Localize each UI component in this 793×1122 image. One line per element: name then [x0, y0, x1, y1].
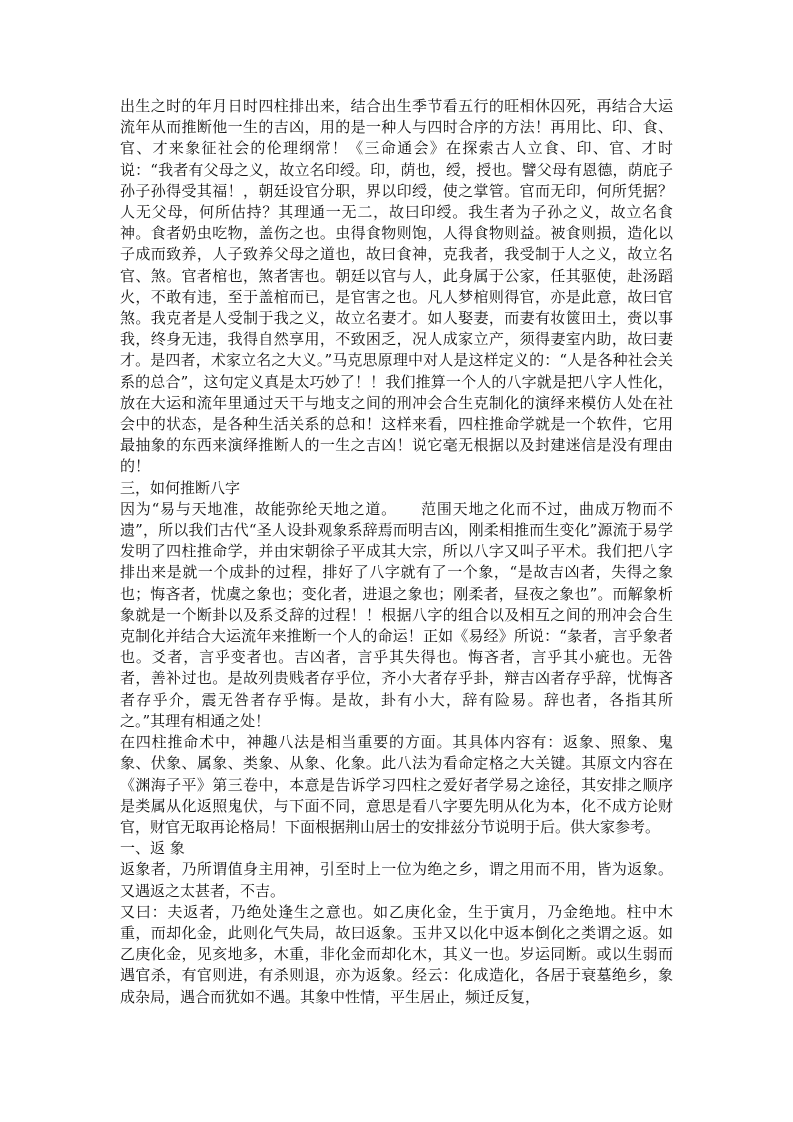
section-heading-3: 三，如何推断八字 — [120, 478, 241, 497]
paragraph-fanxiang-def: 返象者，乃所谓值身主用神，引至时上一位为绝之乡，谓之用而不用，皆为返象。又遇返之太甚者，不吉。 — [120, 860, 673, 900]
paragraph-intro: 出生之时的年月日时四柱排出来，结合出生季节看五行的旺相休囚死，再结合大运流年从而推断他一生的吉凶，用的是一种人与四时合序的方法！再用比、印、食、官、才来象征社会的伦理纲常！《三命通会》在探索古人立食、印、官、才时说：“我者有父母之义，故立名印绶。印，荫也，绶，授也。譬父母有恩德，荫庇子孙子孙得受其福！，朝廷设官分职，界以印绶，使之掌管。官而无印，何所凭据？人无父母，何所估持？其理通一无二，故曰印绶。我生者为子孙之义，故立名食神。食者奶虫吃物，盖伤之也。虫得食物则饱，人得食物则益。被食则损，造化以子成而致养，人子致养父母之道也，故曰食神，克我者，我受制于人之义，故立名官、煞。官者棺也，煞者害也。朝廷以官与人，此身属于公家，任其驱使，赴汤蹈火，不敢有违，至于盖棺而已，是官害之也。凡人梦棺则得官，亦是此意，故曰官煞。我克者是人受制于我之义，故立名妻才。如人娶妻，而妻有妆篋田土，赍以事我，终身无违，我得自然享用，不致困乏，况人成家立产，须得妻室内助，故曰妻才。是四者，术家立名之大义。”马克思原理中对人是这样定义的：“人是各种社会关系的总合”，这句定义真是太巧妙了！！我们推算一个人的八字就是把八字人性化，放在大运和流年里通过天干与地支之间的刑冲会合生克制化的演绎来模仿人处在社会中的状态，是各种生活关系的总和！这样来看，四柱推命学就是一个软件，它用最抽象的东西来演绎推断人的一生之吉凶！说它毫无根据以及封建迷信是没有理由的！ — [120, 97, 673, 476]
section-heading-fanxiang: 一、返 象 — [120, 839, 185, 858]
paragraph-eight-methods: 在四柱推命术中，神趣八法是相当重要的方面。其具体内容有：返象、照象、鬼象、伏象、属象、类象、从象、化象。此八法为看命定格之大关键。其原文内容在《渊海子平》第三卷中，本意是告诉学习四柱之爱好者学易之途径，其安排之顺序是类属从化返照鬼伏，与下面不同，意思是看八字要先明从化为本，化不成方论财官，财官无取再论格局！下面根据荆山居士的安排兹分节说明于后。供大家参考。 — [120, 733, 673, 836]
paragraph-how-to-judge: 因为“易与天地准，故能弥纶天地之道。 范围天地之化而不过，曲成万物而不遗”，所以我们古代“圣人设卦观象系辞焉而明吉凶，刚柔相推而生变化”源流于易学发明了四柱推命学，并由宋朝徐子平成其大宗，所以八字又叫子平术。我们把八字排出来是就一个成卦的过程，排好了八字就有了一个象，“是故吉凶者，失得之象也；悔吝者，忧虞之象也；变化者，进退之象也；刚柔者，昼夜之象也”。而解象析象就是一个断卦以及系爻辞的过程！！根据八字的组合以及相互之间的刑冲会合生克制化并结合大运流年来推断一个人的命运！正如《易经》所说：“彖者，言乎象者也。爻者，言乎变者也。吉凶者，言乎其失得也。悔吝者，言乎其小疵也。无咎者，善补过也。是故列贵贱者存乎位，齐小大者存乎卦，辩吉凶者存乎辞，忧悔吝者存乎介，震无咎者存乎悔。是故，卦有小大，辞有险易。辞也者，各指其所之。”其理有相通之处！ — [120, 499, 673, 730]
document-page — [120, 96, 673, 1008]
paragraph-fanxiang-detail: 又曰：夫返者，乃绝处逢生之意也。如乙庚化金，生于寅月，乃金绝地。柱中木重，而却化金，此则化气失局，故曰返象。玉井又以化中返本倒化之类谓之返。如乙庚化金，见亥地多，木重，非化金而却化木，其义一也。岁运同断。或以生弱而遇官杀，有官则进，有杀则退，亦为返象。经云：化成造化，各居于衰墓绝乡，象成杂局，遇合而犹如不遇。其象中性情，平生居止，频迁反复， — [120, 902, 673, 1006]
